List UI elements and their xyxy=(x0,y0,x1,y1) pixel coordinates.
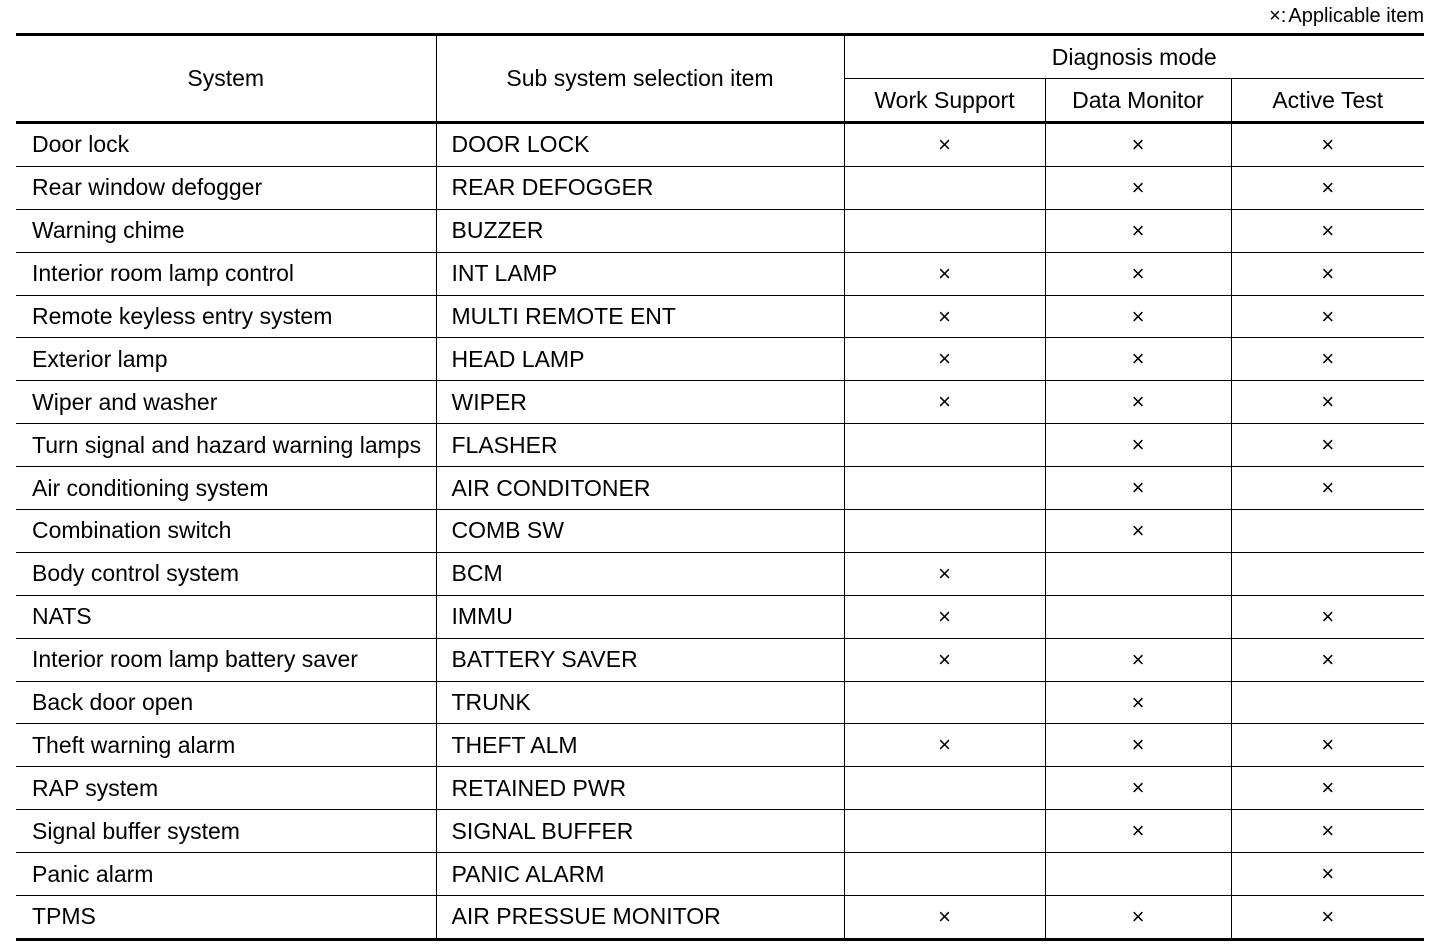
sub-system-cell: AIR PRESSUE MONITOR xyxy=(436,896,844,940)
work-support-cell xyxy=(844,681,1045,724)
data-monitor-cell: × xyxy=(1045,467,1231,510)
system-cell: Back door open xyxy=(16,681,436,724)
system-cell: Warning chime xyxy=(16,209,436,252)
data-monitor-cell xyxy=(1045,552,1231,595)
work-support-cell: × xyxy=(844,295,1045,338)
data-monitor-cell: × xyxy=(1045,166,1231,209)
active-test-cell: × xyxy=(1231,467,1424,510)
sub-system-cell: RETAINED PWR xyxy=(436,767,844,810)
system-cell: Signal buffer system xyxy=(16,810,436,853)
sub-system-cell: FLASHER xyxy=(436,424,844,467)
header-active-test: Active Test xyxy=(1231,79,1424,123)
system-cell: Door lock xyxy=(16,123,436,167)
active-test-cell: × xyxy=(1231,252,1424,295)
table-row xyxy=(16,724,1424,767)
work-support-cell: × xyxy=(844,896,1045,940)
system-cell: Body control system xyxy=(16,552,436,595)
work-support-cell: × xyxy=(844,595,1045,638)
system-cell: Air conditioning system xyxy=(16,467,436,510)
sub-system-cell: DOOR LOCK xyxy=(436,123,844,167)
active-test-cell xyxy=(1231,552,1424,595)
work-support-cell: × xyxy=(844,552,1045,595)
data-monitor-cell xyxy=(1045,595,1231,638)
active-test-cell: × xyxy=(1231,381,1424,424)
sub-system-cell: INT LAMP xyxy=(436,252,844,295)
sub-system-cell: BCM xyxy=(436,552,844,595)
active-test-cell: × xyxy=(1231,638,1424,681)
system-cell: Exterior lamp xyxy=(16,338,436,381)
table-row xyxy=(16,381,1424,424)
system-cell: RAP system xyxy=(16,767,436,810)
system-cell: Rear window defogger xyxy=(16,166,436,209)
work-support-cell xyxy=(844,767,1045,810)
table-row xyxy=(16,424,1424,467)
work-support-cell xyxy=(844,510,1045,553)
active-test-cell: × xyxy=(1231,896,1424,940)
system-cell: NATS xyxy=(16,595,436,638)
system-cell: Theft warning alarm xyxy=(16,724,436,767)
table-row xyxy=(16,295,1424,338)
table-row xyxy=(16,166,1424,209)
data-monitor-cell: × xyxy=(1045,638,1231,681)
table-row xyxy=(16,853,1424,896)
system-cell: TPMS xyxy=(16,896,436,940)
table-header xyxy=(16,35,1424,123)
active-test-cell: × xyxy=(1231,123,1424,167)
active-test-cell: × xyxy=(1231,853,1424,896)
sub-system-cell: TRUNK xyxy=(436,681,844,724)
table-row xyxy=(16,510,1424,553)
work-support-cell xyxy=(844,424,1045,467)
data-monitor-cell xyxy=(1045,853,1231,896)
data-monitor-cell: × xyxy=(1045,252,1231,295)
data-monitor-cell: × xyxy=(1045,338,1231,381)
system-cell: Interior room lamp battery saver xyxy=(16,638,436,681)
legend-mark: ×: xyxy=(1269,5,1287,27)
table-row xyxy=(16,552,1424,595)
active-test-cell: × xyxy=(1231,595,1424,638)
data-monitor-cell: × xyxy=(1045,767,1231,810)
header-work-support: Work Support xyxy=(844,79,1045,123)
sub-system-cell: MULTI REMOTE ENT xyxy=(436,295,844,338)
system-cell: Remote keyless entry system xyxy=(16,295,436,338)
header-data-monitor: Data Monitor xyxy=(1045,79,1231,123)
system-cell: Turn signal and hazard warning lamps xyxy=(16,424,436,467)
data-monitor-cell: × xyxy=(1045,810,1231,853)
data-monitor-cell: × xyxy=(1045,896,1231,940)
active-test-cell xyxy=(1231,510,1424,553)
legend-text: Applicable item xyxy=(1288,5,1424,27)
active-test-cell: × xyxy=(1231,724,1424,767)
data-monitor-cell: × xyxy=(1045,424,1231,467)
work-support-cell: × xyxy=(844,724,1045,767)
data-monitor-cell: × xyxy=(1045,724,1231,767)
work-support-cell xyxy=(844,209,1045,252)
system-cell: Panic alarm xyxy=(16,853,436,896)
active-test-cell: × xyxy=(1231,424,1424,467)
data-monitor-cell: × xyxy=(1045,510,1231,553)
applicable-item-legend xyxy=(1269,4,1424,28)
system-cell: Interior room lamp control xyxy=(16,252,436,295)
table-row xyxy=(16,467,1424,510)
sub-system-cell: THEFT ALM xyxy=(436,724,844,767)
sub-system-cell: HEAD LAMP xyxy=(436,338,844,381)
active-test-cell: × xyxy=(1231,209,1424,252)
active-test-cell: × xyxy=(1231,166,1424,209)
table-row xyxy=(16,896,1424,940)
sub-system-cell: AIR CONDITONER xyxy=(436,467,844,510)
data-monitor-cell: × xyxy=(1045,681,1231,724)
data-monitor-cell: × xyxy=(1045,381,1231,424)
data-monitor-cell: × xyxy=(1045,123,1231,167)
table-row xyxy=(16,595,1424,638)
sub-system-cell: PANIC ALARM xyxy=(436,853,844,896)
work-support-cell: × xyxy=(844,338,1045,381)
work-support-cell: × xyxy=(844,123,1045,167)
sub-system-cell: BATTERY SAVER xyxy=(436,638,844,681)
sub-system-cell: WIPER xyxy=(436,381,844,424)
table-body xyxy=(16,123,1424,940)
header-diagnosis-mode: Diagnosis mode xyxy=(844,35,1424,79)
sub-system-cell: REAR DEFOGGER xyxy=(436,166,844,209)
data-monitor-cell: × xyxy=(1045,209,1231,252)
table-row xyxy=(16,638,1424,681)
work-support-cell xyxy=(844,853,1045,896)
sub-system-cell: SIGNAL BUFFER xyxy=(436,810,844,853)
active-test-cell: × xyxy=(1231,295,1424,338)
active-test-cell xyxy=(1231,681,1424,724)
work-support-cell xyxy=(844,810,1045,853)
table-row xyxy=(16,252,1424,295)
table-row xyxy=(16,338,1424,381)
sub-system-cell: BUZZER xyxy=(436,209,844,252)
table-row xyxy=(16,810,1424,853)
table-row xyxy=(16,209,1424,252)
work-support-cell: × xyxy=(844,252,1045,295)
active-test-cell: × xyxy=(1231,810,1424,853)
work-support-cell: × xyxy=(844,381,1045,424)
sub-system-cell: IMMU xyxy=(436,595,844,638)
table-row xyxy=(16,767,1424,810)
work-support-cell xyxy=(844,166,1045,209)
table-row xyxy=(16,123,1424,167)
active-test-cell: × xyxy=(1231,338,1424,381)
system-cell: Wiper and washer xyxy=(16,381,436,424)
system-cell: Combination switch xyxy=(16,510,436,553)
table-row xyxy=(16,681,1424,724)
header-sub-system: Sub system selection item xyxy=(436,35,844,123)
sub-system-cell: COMB SW xyxy=(436,510,844,553)
active-test-cell: × xyxy=(1231,767,1424,810)
header-system: System xyxy=(16,35,436,123)
diagnosis-mode-table xyxy=(16,33,1424,941)
work-support-cell: × xyxy=(844,638,1045,681)
work-support-cell xyxy=(844,467,1045,510)
data-monitor-cell: × xyxy=(1045,295,1231,338)
